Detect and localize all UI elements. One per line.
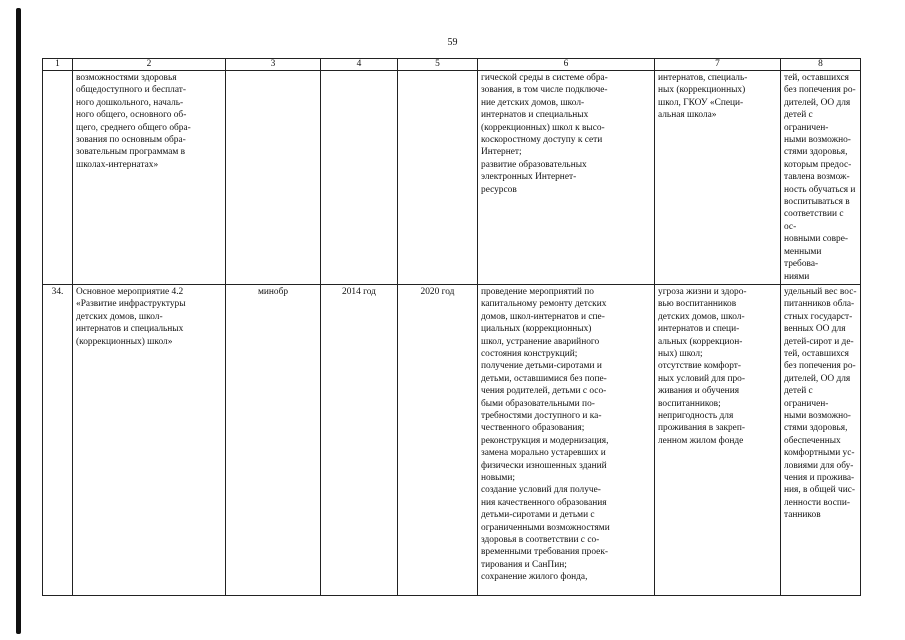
result-cell: гической среды в системе обра- зования, в том числе подключе- ние детских домов, школ- интернатов и специальных (коррекционных) школ к высо- коскоростному доступу к сети Интернет; развитие образовательных электронных Интернет- ресурсов <box>478 71 655 285</box>
row-number-cell <box>43 71 73 285</box>
end-year-cell: 2020 год <box>398 284 478 595</box>
header-cell: 8 <box>781 59 861 71</box>
executor-cell: минобр <box>226 284 321 595</box>
indicator-cell: удельный вес вос- питанников обла- стных государст- венных ОО для детей-сирот и де- тей, оставшихся без попечения ро- дителей, ОО для детей с ограничен- ными возможно- стями здоровья, обеспеченных комфортными ус- ловиями для обу- чения и прожива- ния, в общей чис- ленности воспи- танников <box>781 284 861 595</box>
header-cell: 6 <box>478 59 655 71</box>
event-cell: Основное мероприятие 4.2 «Развитие инфраструктуры детских домов, школ- интернатов и специальных (коррекционных) школ» <box>73 284 226 595</box>
header-cell: 2 <box>73 59 226 71</box>
table-row <box>43 284 861 595</box>
row-number-cell: 34. <box>43 284 73 595</box>
header-cell: 3 <box>226 59 321 71</box>
consequences-cell: угроза жизни и здоро- вью воспитанников детских домов, школ- интернатов и специ- альных (коррекцион- ных) школ; отсутствие комфорт- ных условий для про- живания и обучения воспитанников; непригодность для проживания в закреп- ленном жилом фонде <box>655 284 781 595</box>
end-year-cell <box>398 71 478 285</box>
binding-edge <box>16 8 21 634</box>
start-year-cell: 2014 год <box>321 284 398 595</box>
result-cell: проведение мероприятий по капитальному ремонту детских домов, школ-интернатов и спе- циальных (коррекционных) школ, устранение аварийного состояния конструкций; получение детьми-сиротами и детьми, оставшимися без попе- чения родителей, детьми с осо- быми образовательными по- требностями доступного и ка- чественного образования; реконструкция и модернизация, замена морально устаревших и физически изношенных зданий новыми; создание условий для получе- ния качественного образования детьми-сиротами и детьми с ограниченными возможностями здоровья в соответствии с со- временными требования проек- тирования и СанПин; сохранение жилого фонда, <box>478 284 655 595</box>
activities-table <box>42 58 861 596</box>
start-year-cell <box>321 71 398 285</box>
header-cell: 1 <box>43 59 73 71</box>
table-row <box>43 71 861 285</box>
event-cell: возможностями здоровья общедоступного и бесплат- ного дошкольного, началь- ного общего, основного об- щего, среднего общего обра- зования по основным обра- зовательным программам в школах-интернатах» <box>73 71 226 285</box>
executor-cell <box>226 71 321 285</box>
header-cell: 7 <box>655 59 781 71</box>
header-cell: 5 <box>398 59 478 71</box>
header-row <box>43 59 861 71</box>
consequences-cell: интернатов, специаль- ных (коррекционных) школ, ГКОУ «Специ- альная школа» <box>655 71 781 285</box>
header-cell: 4 <box>321 59 398 71</box>
indicator-cell: тей, оставшихся без попечения ро- дителей, ОО для детей с ограничен- ными возможно- стями здоровья, которым предос- тавлена возмож- ность обучаться и воспитываться в соответствии с ос- новными совре- менными требова- ниями <box>781 71 861 285</box>
page-number: 59 <box>447 37 458 48</box>
